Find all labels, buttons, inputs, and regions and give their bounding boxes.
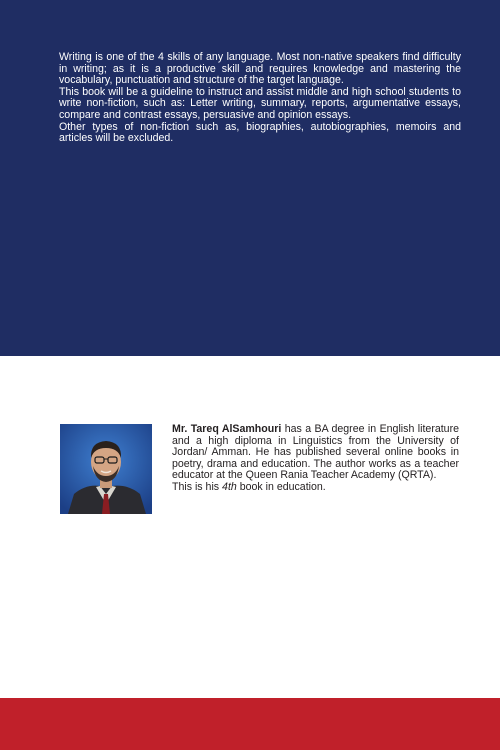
description-paragraph-2: This book will be a guideline to instruct and assist middle and high school students to write non-fiction, such as: Letter writing, summary, reports, argumentative essays, compare and contrast essays, persuasive and opinion essays.	[59, 85, 461, 121]
closing-suffix: book in education.	[236, 480, 326, 493]
author-bio-closing	[172, 482, 459, 494]
back-cover-bottom-band	[0, 698, 500, 750]
book-description	[59, 52, 461, 145]
author-bio-text: has a BA degree in English literature and a high diploma in Linguistics from the University of Jordan/ Amman. He has published several online books in poetry, drama and education. The author works as a teacher educator at the Queen Rania Teacher Academy (QRTA).	[172, 423, 459, 482]
author-bio	[172, 424, 459, 494]
description-paragraph-3: Other types of non-fiction such as, biographies, autobiographies, memoirs and articles will be excluded.	[59, 120, 461, 145]
back-cover-top-panel	[0, 0, 500, 356]
author-bio-paragraph	[172, 424, 459, 482]
description-paragraph-1: Writing is one of the 4 skills of any language. Most non-native speakers find difficulty in writing; as it is a productive skill and requires knowledge and mastering the vocabulary, punctuation and structure of the target language.	[59, 51, 461, 87]
author-name: Mr. Tareq AlSamhouri	[172, 423, 282, 435]
author-section	[0, 356, 500, 698]
book-ordinal: 4th	[222, 480, 237, 493]
author-portrait-icon	[60, 424, 152, 514]
closing-prefix: This is his	[172, 480, 223, 493]
